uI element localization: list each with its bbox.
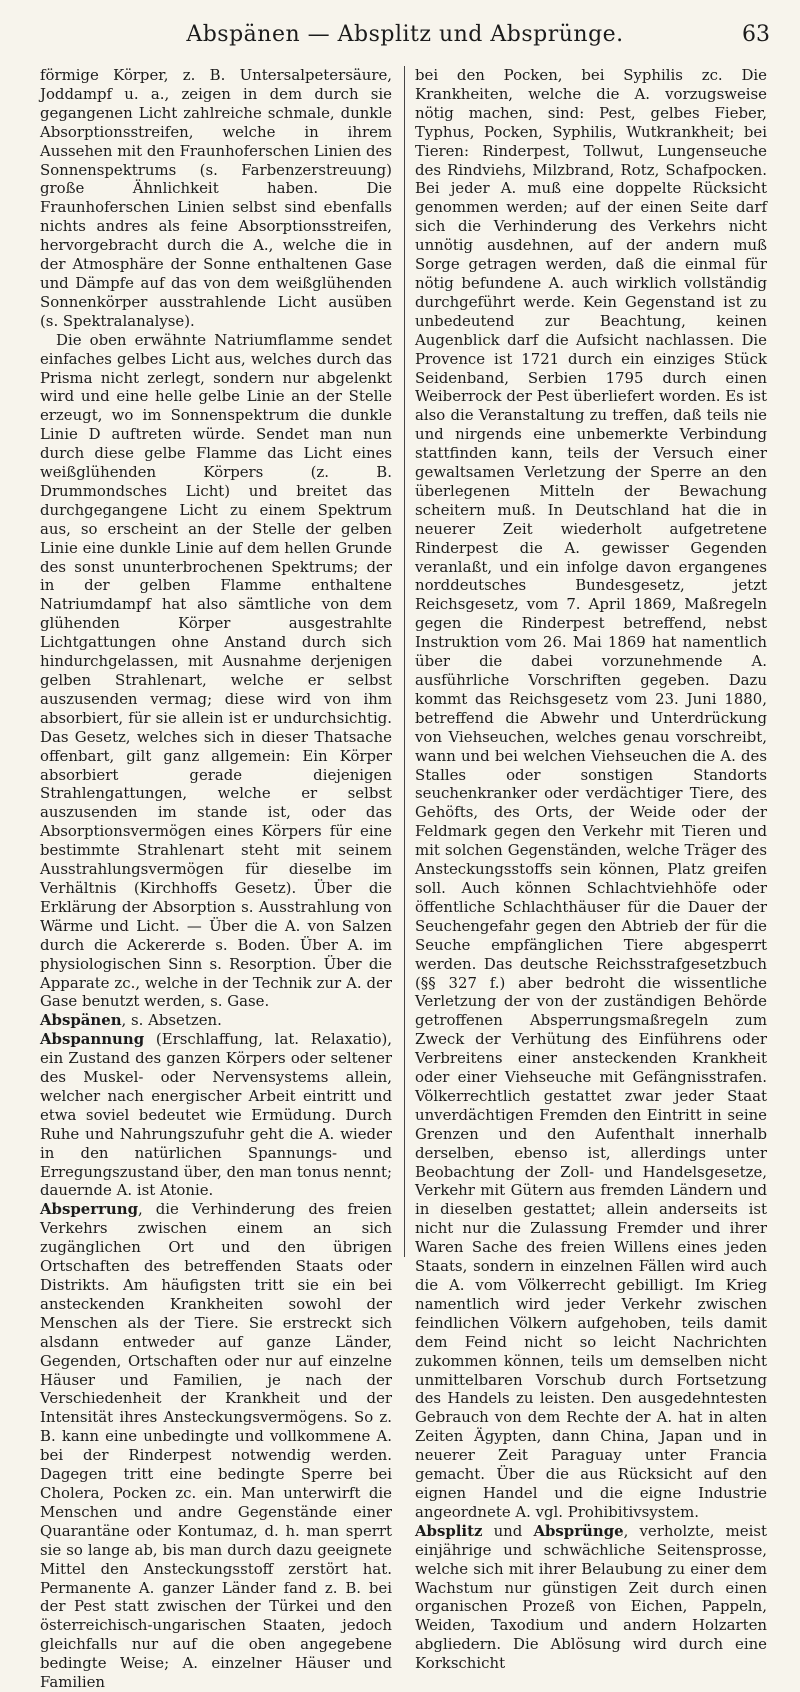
left-column	[40, 66, 404, 1692]
entry-absperrung	[40, 1200, 392, 1692]
entry-absperrung-text: , die Verhinderung des freien Verkehrs zwischen einem an sich zugänglichen Ort und den übrigen Ortschaften des betreffenden Staats oder Distrikts. Am häufigsten tritt sie ein bei ansteckenden Krankheiten sowohl der Menschen als der Tiere. Sie erstreckt sich alsdann entweder auf ganze Länder, Gegenden, Ortschaften oder nur auf einzelne Häuser und Familien, je nach der Verschiedenheit der Krankheit und der Intensität ihres Ansteckungsvermögens. So z. B. kann eine unbedingte und vollkommene A. bei der Rinderpest notwendig werden. Dagegen tritt eine bedingte Sperre bei Cholera, Pocken zc. ein. Man unterwirft die Menschen und andre Gegenstände einer Quarantäne oder Kontumaz, d. h. man sperrt sie so lange ab, bis man durch dazu geeignete Mittel den Ansteckungsstoff zerstört hat. Permanente A. ganzer Länder fand z. B. bei der Pest statt zwischen der Türkei und den österreichisch-ungarischen Staaten, jedoch gleichfalls nur auf die oben angegebene bedingte Weise; A. einzelner Häuser und Familien	[40, 1200, 392, 1692]
headword-absperrung: Absperrung	[40, 1200, 138, 1219]
entry-absplitz	[415, 1522, 767, 1673]
paragraph-absperrung-continued: bei den Pocken, bei Syphilis zc. Die Krankheiten, welche die A. vorzugsweise nötig machen, sind: Pest, gelbes Fieber, Typhus, Pocken, Syphilis, Wutkrankheit; bei Tieren: Rinderpest, Tollwut, Lungenseuche des Rindviehs, Milzbrand, Rotz, Schafpocken. Bei jeder A. muß eine doppelte Rücksicht genommen werden; auf der einen Seite darf sich die Verhinderung des Verkehrs nicht unnötig ausdehnen, auf der andern muß Sorge getragen werden, daß die einmal für nötig befundene A. auch wirklich vollständig durchgeführt werde. Kein Gegenstand ist zu unbedeutend zur Beachtung, keinen Augenblick darf die Aufsicht nachlassen. Die Provence ist 1721 durch ein einziges Stück Seidenband, Serbien 1795 durch einen Weiberrock der Pest überliefert worden. Es ist also die Veranstaltung zu treffen, daß teils nie und nirgends eine unbemerkte Verbindung stattfinden kann, teils der Versuch einer gewaltsamen Verletzung der Sperre an den überlegenen Mitteln der Bewachung scheitern muß. In Deutschland hat die in neuerer Zeit wiederholt aufgetretene Rinderpest die A. gewisser Gegenden veranlaßt, und ein infolge davon ergangenes norddeutsches Bundesgesetz, jetzt Reichsgesetz, vom 7. April 1869, Maßregeln gegen die Rinderpest betreffend, nebst Instruktion vom 26. Mai 1869 hat namentlich über die dabei vorzunehmende A. ausführliche Vorschriften gegeben. Dazu kommt das Reichsgesetz vom 23. Juni 1880, betreffend die Abwehr und Unterdrückung von Viehseuchen, welches genau vorschreibt, wann und bei welchen Viehseuchen die A. des Stalles oder sonstigen Standorts seuchenkranker oder verdächtiger Tiere, des Gehöfts, des Orts, der Weide oder der Feldmark gegen den Verkehr mit Tieren und mit solchen Gegenständen, welche Träger des Ansteckungsstoffs sein können, Platz greifen soll. Auch können Schlachtviehhöfe oder öffentliche Schlachthäuser für die Dauer der Seuchengefahr gegen den Abtrieb der für die Seuche empfänglichen Tiere abgesperrt werden. Das deutsche Reichsstrafgesetzbuch (§§ 327 f.) aber bedroht die wissentliche Verletzung der von der zuständigen Behörde getroffenen Absperrungsmaßregeln zum Zweck der Verhütung des Einführens oder Verbreitens einer ansteckenden Krankheit oder einer Viehseuche mit Gefängnisstrafen. Völkerrechtlich gestattet zwar jeder Staat unverdächtigen Fremden den Eintritt in seine Grenzen und den Aufenthalt innerhalb derselben, ebenso ist, allerdings unter Beobachtung der Zoll- und Handelsgesetze, Verkehr mit Gütern aus fremden Ländern und in dieselben gestattet; allein anderseits ist nicht nur die Zulassung Fremder und ihrer Waren Sache des freien Willens eines jeden Staats, sondern in einzelnen Fällen wird auch die A. vom Völkerrecht gebilligt. Im Krieg namentlich wird jeder Verkehr zwischen feindlichen Völkern aufgehoben, teils damit dem Feind nicht so leicht Nachrichten zukommen können, teils um demselben nicht unmittelbaren Vorschub durch Fortsetzung des Handels zu leisten. Den ausgedehntesten Gebrauch von dem Rechte der A. hat in alten Zeiten Ägypten, dann China, Japan und in neuerer Zeit Paraguay unter Francia gemacht. Über die aus Rücksicht auf den eignen Handel und die eigne Industrie angeordnete A. vgl. Prohibitivsystem.	[415, 66, 767, 1521]
right-column	[404, 66, 767, 1673]
headword-abspannung: Abspannung	[40, 1030, 145, 1049]
page-header	[40, 22, 770, 62]
page-number: 63	[742, 22, 770, 47]
paragraph-natriumflamme: Die oben erwähnte Natriumflamme sendet einfaches gelbes Licht aus, welches durch das Prisma nicht zerlegt, sondern nur abgelenkt wird und eine helle gelbe Linie an der Stelle erzeugt, wo im Sonnenspektrum die dunkle Linie D auftreten würde. Sendet man nun durch diese gelbe Flamme das Licht eines weißglühenden Körpers (z. B. Drummondsches Licht) und breitet das durchgegangene Licht zu einem Spektrum aus, so erscheint an der Stelle der gelben Linie eine dunkle Linie auf dem hellen Grunde des sonst ununterbrochenen Spektrums; der in der gelben Flamme enthaltene Natriumdampf hat also sämtliche von dem glühenden Körper ausgestrahlte Lichtgattungen ohne Anstand durch sich hindurchgelassen, mit Ausnahme derjenigen gelben Strahlenart, welche er selbst auszusenden vermag; diese wird von ihm absorbiert, für sie allein ist er undurchsichtig. Das Gesetz, welches sich in dieser Thatsache offenbart, gilt ganz allgemein: Ein Körper absorbiert gerade diejenigen Strahlengattungen, welche er selbst auszusenden im stande ist, oder das Absorptionsvermögen eines Körpers für eine bestimmte Strahlenart steht mit seinem Ausstrahlungsvermögen für dieselbe im Verhältnis (Kirchhoffs Gesetz). Über die Erklärung der Absorption s. Ausstrahlung von Wärme und Licht. — Über die A. von Salzen durch die Ackererde s. Boden. Über A. im physiologischen Sinn s. Resorption. Über die Apparate zc., welche in der Technik zur A. der Gase benutzt werden, s. Gase.	[40, 330, 392, 1011]
entry-abspaenen-text: , s. Absetzen.	[121, 1011, 222, 1030]
headword-abspruenge: Absprünge	[533, 1521, 624, 1540]
entry-absplitz-text: , verholzte, meist einjährige und schwächliche Seitensprosse, welche sich mit ihrer Belaubung zu einer dem Wachstum nur günstigen Zeit durch einen organischen Prozeß von Eichen, Pappeln, Weiden, Taxodium und andern Holzarten abgliedern. Die Ablösung wird durch eine Korkschicht	[415, 1521, 767, 1673]
entry-abspaenen	[40, 1011, 392, 1030]
entry-abspannung	[40, 1030, 392, 1200]
headword-abspaenen: Abspänen	[40, 1011, 122, 1030]
entry-abspannung-text: (Erschlaffung, lat. Relaxatio), ein Zustand des ganzen Körpers oder seltener des Muskel- oder Nervensystems allein, welcher nach energischer Arbeit eintritt und etwa soviel bedeutet wie Ermüdung. Durch Ruhe und Nahrungszufuhr geht die A. wieder in den natürlichen Spannungs- und Erregungszustand über, den man tonus nennt; dauernde A. ist Atonie.	[40, 1030, 392, 1200]
running-head: Abspänen — Absplitz und Absprünge.	[186, 22, 624, 47]
text-columns	[40, 66, 772, 1692]
paragraph-absorption-continued: förmige Körper, z. B. Untersalpetersäure, Joddampf u. a., zeigen in dem durch sie gegangenen Licht zahlreiche schmale, dunkle Absorptionsstreifen, welche in ihrem Aussehen mit den Fraunhoferschen Linien des Sonnenspektrums (s. Farbenzerstreuung) große Ähnlichkeit haben. Die Fraunhoferschen Linien selbst sind ebenfalls nichts andres als feine Absorptionsstreifen, hervorgebracht durch die A., welche die in der Atmosphäre der Sonne enthaltenen Gase und Dämpfe auf das von dem weißglühenden Sonnenkörper ausstrahlende Licht ausüben (s. Spektralanalyse).	[40, 66, 392, 330]
headword-absplitz: Absplitz	[415, 1521, 483, 1540]
headword-connector: und	[482, 1521, 534, 1540]
